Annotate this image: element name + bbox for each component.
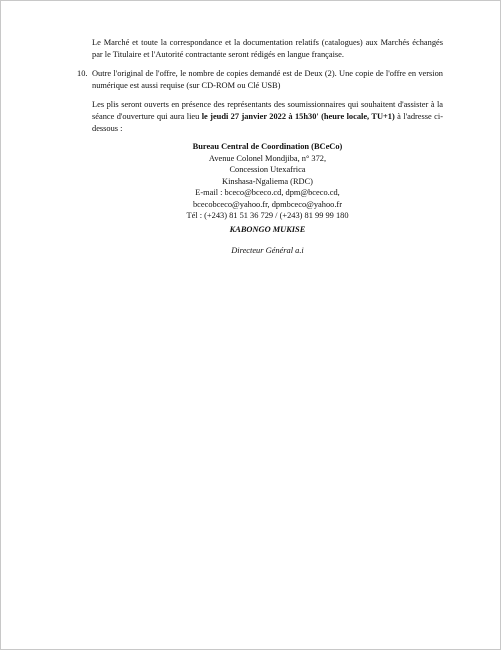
address-block bbox=[92, 141, 443, 222]
paragraph-copies: Outre l'original de l'offre, le nombre de copies demandé est de Deux (2). Une copie de l'offre en version numérique est aussi requise (sur CD-ROM ou Clé USB) bbox=[92, 69, 443, 90]
organization-name: Bureau Central de Coordination (BCeCo) bbox=[192, 142, 343, 151]
opening-text-after: à l'adresse ci-dessous : bbox=[92, 112, 443, 133]
address-street: Avenue Colonel Mondjiba, n° 372, bbox=[208, 153, 327, 163]
opening-text-before: Les plis seront ouverts en présence des représentants des soumissionnaires qui souhaitent d'assister à la séance d'ouverture qui aura lieu bbox=[92, 100, 443, 121]
signatory-title: Directeur Général a.i bbox=[231, 246, 304, 255]
paragraph-opening bbox=[92, 99, 443, 135]
item-number: 10. bbox=[77, 69, 88, 78]
address-city: Kinshasa-Ngaliema (RDC) bbox=[222, 176, 313, 186]
paragraph-language: Le Marché et toute la correspondance et la documentation relatifs (catalogues) aux Marchés échangés par le Titulaire et l'Autorité contractante seront rédigés en langue française. bbox=[92, 38, 443, 59]
phone-line: Tél : (+243) 81 51 36 729 / (+243) 81 99 99 180 bbox=[186, 211, 349, 220]
email-line-2: bcecobceco@yahoo.fr, dpmbceco@yahoo.fr bbox=[192, 199, 343, 209]
address-concession: Concession Utexafrica bbox=[229, 165, 306, 174]
signatory-name: KABONGO MUKISE bbox=[229, 225, 306, 234]
opening-date: le jeudi 27 janvier 2022 à 15h30' (heure locale, TU+1) bbox=[201, 112, 395, 121]
email-line-1: E-mail : bceco@bceco.cd, dpm@bceco.cd, bbox=[195, 188, 340, 197]
